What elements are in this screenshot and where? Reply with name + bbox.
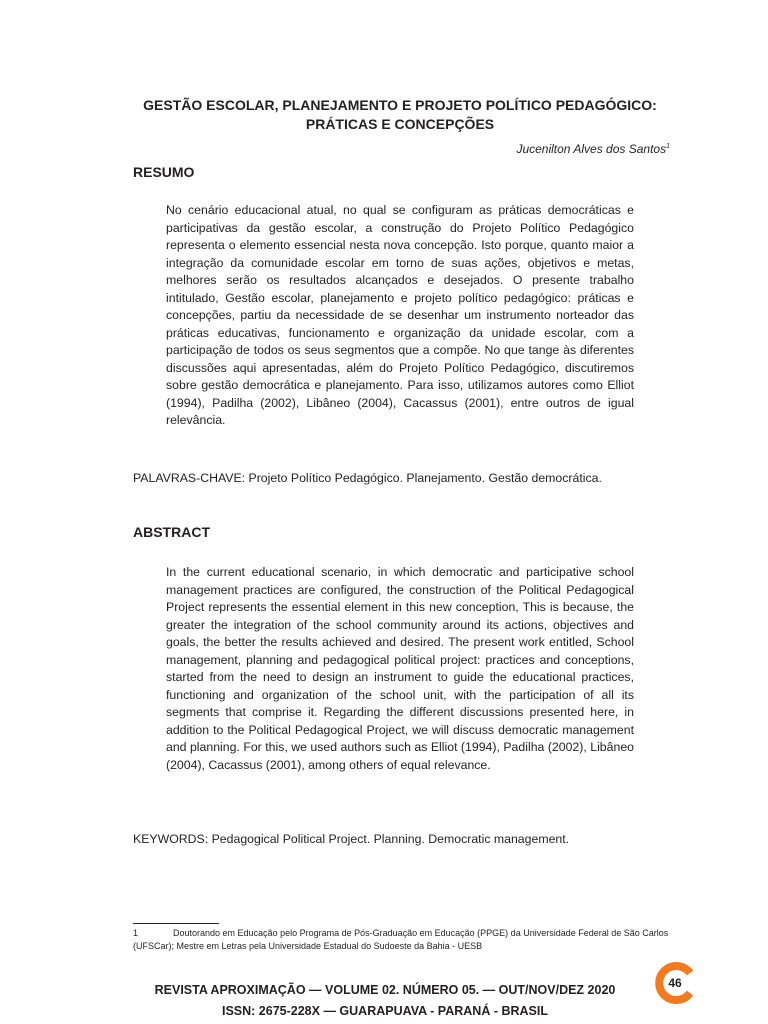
- author: [516, 142, 670, 156]
- title-line-1: GESTÃO ESCOLAR, PLANEJAMENTO E PROJETO POLÍTICO PEDAGÓGICO:: [143, 97, 657, 113]
- keywords-label: KEYWORDS:: [133, 832, 209, 846]
- footer-line-1: REVISTA APROXIMAÇÃO — VOLUME 02. NÚMERO 05. — OUT/NOV/DEZ 2020: [154, 983, 616, 997]
- keywords-text: Pedagogical Political Project. Planning. Democratic management.: [211, 832, 570, 846]
- article-title: [100, 96, 700, 134]
- resumo-text: No cenário educacional atual, no qual se configuram as práticas democráticas e participativas da gestão escolar, a construção do Projeto Político Pedagógico representa o elemento essencial nesta nova concepção. Isto porque, quanto maior a integração da comunidade escolar em torno de suas ações, objetivos e metas, melhores serão os resultados alcançados e desejados. O presente trabalho intitulado, Gestão escolar, planejamento e projeto político pedagógico: práticas e concepções, partiu da necessidade de se desenhar um instrumento norteador das práticas educativas, funcionamento e organização da unidade escolar, com a participação de todos os seus segmentos que a compõe. No que tange às diferentes discussões aqui apresentadas, além do Projeto Político Pedagógico, discutiremos sobre gestão democrática e planejamento. Para isso, utilizamos autores como Elliot (1994), Padilha (2002), Libâneo (2004), Cacassus (2001), entre outros de igual relevância.: [166, 203, 634, 427]
- keywords: [133, 832, 569, 846]
- resumo-heading: RESUMO: [133, 164, 195, 180]
- author-footnote-mark: 1: [666, 143, 670, 150]
- footnote-text: Doutorando em Educação pelo Programa de Pós-Graduação em Educação (PPGE) da Universidade Federal de São Carlos (UFSCar); Mestre em Letras pela Universidade Estadual do Sudoeste da Bahia - UESB: [133, 928, 669, 951]
- title-line-2: PRÁTICAS E CONCEPÇÕES: [305, 116, 495, 132]
- palavras-chave-label: PALAVRAS-CHAVE:: [133, 471, 246, 485]
- footnote-divider: [133, 923, 219, 924]
- footnote-number: 1: [133, 928, 139, 938]
- journal-footer: [100, 980, 670, 1022]
- palavras-chave: [133, 471, 602, 485]
- author-name: Jucenilton Alves dos Santos: [516, 142, 667, 156]
- abstract-heading: ABSTRACT: [133, 524, 210, 540]
- footer-line-2: ISSN: 2675-228X — GUARAPUAVA - PARANÁ - BRASIL: [222, 1004, 548, 1018]
- page-number: 46: [668, 976, 682, 990]
- footnote: [133, 927, 671, 953]
- abstract-text: In the current educational scenario, in which democratic and participative school management practices are configured, the construction of the Political Pedagogical Project represents the essential element in this new conception, This is because, the greater the integration of the school community around its actions, objectives and goals, the better the results achieved and desired. The present work entitled, School management, planning and pedagogical political project: practices and conceptions, started from the need to design an instrument to guide the educational practices, functioning and organization of the school unit, with the participation of all its segments that comprise it. Regarding the different discussions presented here, in addition to the Political Pedagogical Project, we will discuss democratic management and planning. For this, we used authors such as Elliot (1994), Padilha (2002), Libâneo (2004), Cacassus (2001), among others of equal relevance.: [166, 565, 634, 772]
- palavras-chave-text: Projeto Político Pedagógico. Planejamento. Gestão democrática.: [248, 471, 602, 485]
